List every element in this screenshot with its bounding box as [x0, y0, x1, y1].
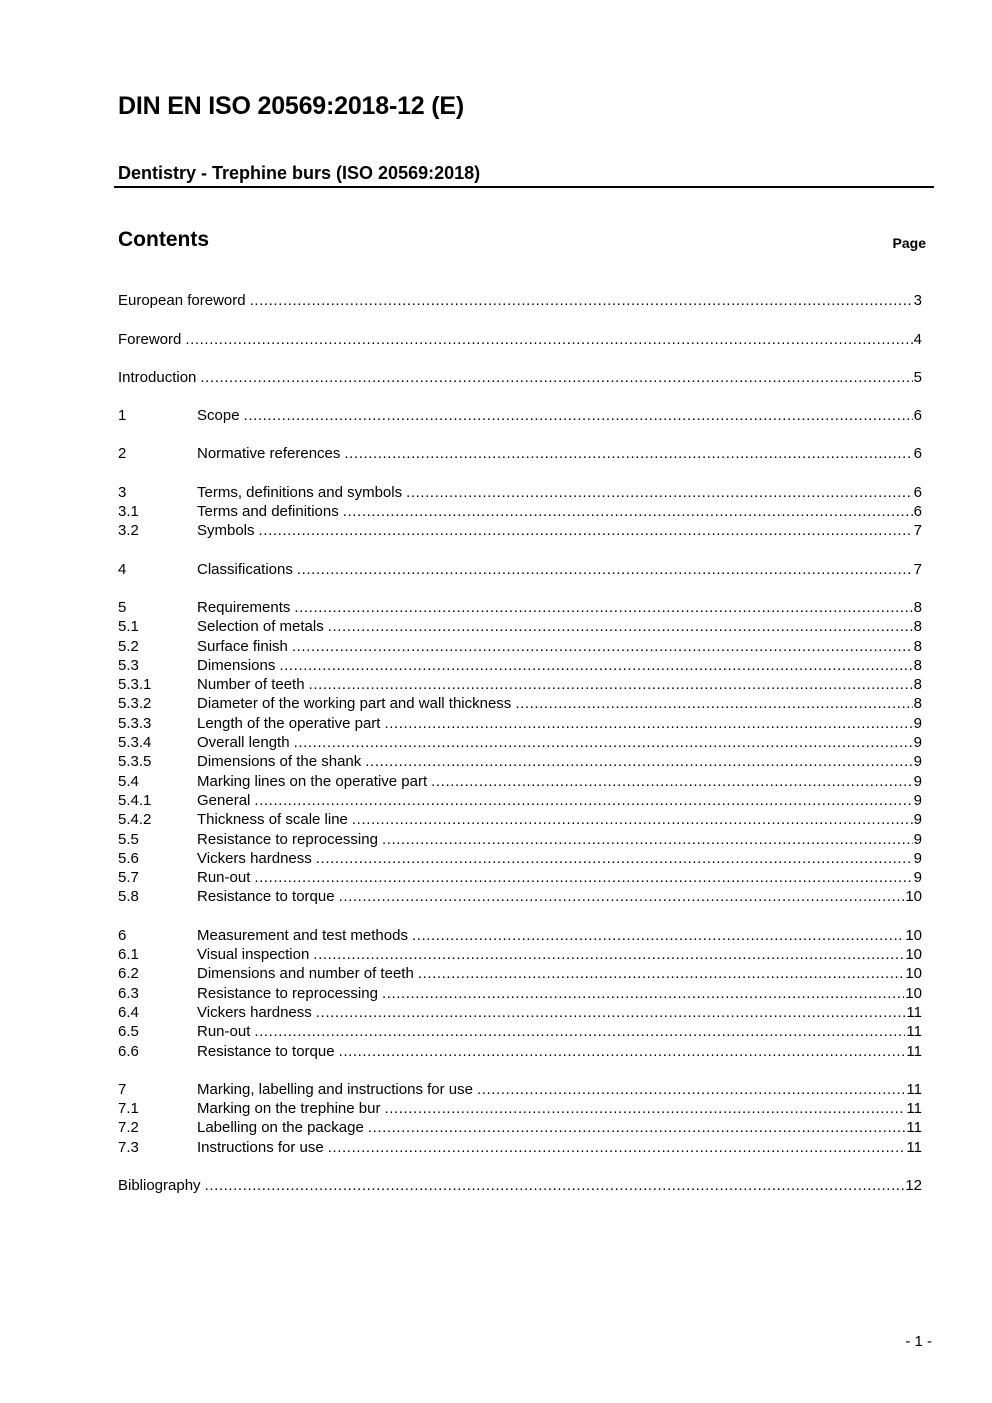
toc-entry[interactable]: [118, 945, 922, 964]
toc-entry-title: Scope: [197, 407, 240, 425]
toc-entry-title: Number of teeth: [197, 676, 305, 694]
toc-dot-leader: [200, 368, 912, 387]
toc-entry[interactable]: [118, 887, 922, 906]
toc-entry[interactable]: [118, 291, 922, 310]
toc-dot-leader: [477, 1080, 905, 1099]
toc-dot-leader: [343, 502, 913, 521]
toc-entry-page: 3: [913, 292, 922, 310]
toc-entry-title: Dimensions and number of teeth: [197, 965, 414, 983]
toc-entry-page: 8: [913, 656, 922, 674]
toc-dot-leader: [292, 637, 913, 656]
toc-entry-title: Vickers hardness: [197, 1003, 312, 1021]
toc-entry-title: Length of the operative part: [197, 714, 381, 732]
toc-dot-leader: [352, 810, 913, 829]
toc-dot-leader: [185, 330, 912, 349]
toc-entry-title: Run-out: [197, 869, 251, 887]
toc-entry-page: 8: [913, 637, 922, 655]
toc-dot-leader: [328, 617, 913, 636]
toc-entry[interactable]: [118, 329, 922, 348]
toc-entry[interactable]: [118, 849, 922, 868]
toc-entry[interactable]: [118, 791, 922, 810]
toc-entry-title: Marking, labelling and instructions for use: [197, 1080, 473, 1098]
toc-entry[interactable]: [118, 675, 922, 694]
toc-entry-page: 9: [913, 811, 922, 829]
toc-entry[interactable]: [118, 1080, 922, 1099]
toc-dot-leader: [344, 444, 912, 463]
toc-entry-page: 10: [905, 946, 922, 964]
toc-entry[interactable]: [118, 810, 922, 829]
toc-entry-number: 5.1: [118, 618, 139, 636]
toc-entry-title: Introduction: [118, 368, 197, 386]
toc-entry-title: Resistance to reprocessing: [197, 830, 378, 848]
toc-entry-number: 7.2: [118, 1119, 139, 1137]
toc-dot-leader: [412, 926, 904, 945]
toc-entry[interactable]: [118, 444, 922, 463]
toc-dot-leader: [254, 1022, 905, 1041]
toc-entry-number: 5.3.4: [118, 734, 152, 752]
toc-entry[interactable]: [118, 694, 922, 713]
toc-entry-title: Vickers hardness: [197, 849, 312, 867]
toc-dot-leader: [339, 887, 905, 906]
toc-entry-title: Classifications: [197, 560, 293, 578]
toc-entry[interactable]: [118, 482, 922, 501]
toc-dot-leader: [250, 291, 913, 310]
toc-entry[interactable]: [118, 983, 922, 1002]
toc-entry-page: 10: [905, 888, 922, 906]
toc-entry-title: Visual inspection: [197, 946, 310, 964]
toc-entry-page: 11: [906, 1119, 922, 1137]
toc-dot-leader: [316, 1003, 906, 1022]
toc-entry-title: Resistance to torque: [197, 888, 335, 906]
toc-entry-title: Thickness of scale line: [197, 811, 348, 829]
toc-dot-leader: [244, 406, 913, 425]
toc-entry[interactable]: [118, 636, 922, 655]
toc-entry-title: Instructions for use: [197, 1138, 324, 1156]
toc-entry[interactable]: [118, 1041, 922, 1060]
contents-heading: Contents: [118, 228, 209, 251]
toc-dot-leader: [294, 733, 913, 752]
toc-entry-title: European foreword: [118, 292, 246, 310]
toc-entry-page: 11: [906, 1138, 922, 1156]
toc-entry[interactable]: [118, 925, 922, 944]
toc-entry-title: Normative references: [197, 445, 341, 463]
toc-entry[interactable]: [118, 1003, 922, 1022]
toc-dot-leader: [406, 483, 913, 502]
toc-entry-page: 10: [905, 926, 922, 944]
toc-entry[interactable]: [118, 752, 922, 771]
toc-entry-number: 5.3.2: [118, 695, 152, 713]
toc-dot-leader: [365, 752, 912, 771]
document-title: Dentistry - Trephine burs (ISO 20569:2018): [118, 163, 481, 183]
toc-entry-title: Symbols: [197, 522, 255, 540]
toc-entry-title: Labelling on the package: [197, 1119, 364, 1137]
toc-entry-number: 6.4: [118, 1003, 139, 1021]
table-of-contents: [118, 291, 922, 1195]
toc-entry-number: 5.6: [118, 849, 139, 867]
toc-entry-number: 2: [118, 445, 127, 463]
toc-dot-leader: [382, 830, 913, 849]
toc-entry-number: 7: [118, 1080, 127, 1098]
toc-entry-page: 5: [913, 368, 922, 386]
toc-entry-page: 6: [913, 483, 922, 501]
toc-dot-leader: [431, 772, 913, 791]
toc-entry-number: 6.5: [118, 1023, 139, 1041]
toc-entry-number: 7.3: [118, 1138, 139, 1156]
toc-entry[interactable]: [118, 598, 922, 617]
toc-entry-number: 5.5: [118, 830, 139, 848]
toc-entry[interactable]: [118, 733, 922, 752]
toc-entry-number: 5.3.1: [118, 676, 152, 694]
toc-entry-page: 9: [913, 849, 922, 867]
toc-dot-leader: [418, 964, 905, 983]
toc-entry-page: 9: [913, 830, 922, 848]
toc-entry[interactable]: [118, 1118, 922, 1137]
toc-entry-page: 9: [913, 734, 922, 752]
toc-entry-title: Selection of metals: [197, 618, 324, 636]
toc-entry-number: 7.1: [118, 1100, 139, 1118]
toc-entry-title: Run-out: [197, 1023, 251, 1041]
toc-entry[interactable]: [118, 1176, 922, 1195]
toc-entry[interactable]: [118, 1099, 922, 1118]
toc-dot-leader: [316, 849, 913, 868]
toc-entry-page: 4: [913, 330, 922, 348]
toc-entry-number: 3.2: [118, 522, 139, 540]
toc-dot-leader: [382, 984, 904, 1003]
toc-dot-leader: [309, 675, 913, 694]
toc-entry-number: 3: [118, 483, 127, 501]
toc-entry[interactable]: [118, 868, 922, 887]
toc-dot-leader: [279, 656, 912, 675]
toc-entry-number: 5.3.5: [118, 753, 152, 771]
toc-entry-title: Measurement and test methods: [197, 926, 408, 944]
toc-entry-number: 5.4.1: [118, 791, 152, 809]
toc-entry-page: 7: [913, 522, 922, 540]
toc-entry[interactable]: [118, 502, 922, 521]
toc-entry-title: General: [197, 791, 251, 809]
toc-dot-leader: [294, 598, 912, 617]
toc-dot-leader: [313, 945, 904, 964]
toc-entry[interactable]: [118, 521, 922, 540]
toc-dot-leader: [368, 1118, 906, 1137]
page-column-heading: Page: [892, 235, 926, 251]
toc-dot-leader: [339, 1042, 906, 1061]
toc-entry[interactable]: [118, 559, 922, 578]
toc-entry-number: 3.1: [118, 503, 139, 521]
page-number: - 1 -: [905, 1333, 932, 1350]
toc-entry[interactable]: [118, 1022, 922, 1041]
toc-entry-title: Diameter of the working part and wall thickness: [197, 695, 512, 713]
toc-entry[interactable]: [118, 713, 922, 732]
toc-entry[interactable]: [118, 771, 922, 790]
toc-entry-page: 10: [905, 965, 922, 983]
toc-entry-page: 8: [913, 676, 922, 694]
toc-entry-number: 6.3: [118, 984, 139, 1002]
toc-entry-title: Overall length: [197, 734, 290, 752]
toc-entry-title: Terms and definitions: [197, 503, 339, 521]
toc-entry-page: 6: [913, 503, 922, 521]
toc-entry-page: 9: [913, 791, 922, 809]
toc-entry-page: 9: [913, 753, 922, 771]
toc-entry-number: 4: [118, 560, 127, 578]
toc-entry-title: Resistance to reprocessing: [197, 984, 378, 1002]
toc-entry[interactable]: [118, 964, 922, 983]
toc-entry-number: 5: [118, 598, 127, 616]
toc-entry-title: Marking on the trephine bur: [197, 1100, 381, 1118]
toc-entry-number: 6.1: [118, 946, 139, 964]
toc-dot-leader: [515, 694, 912, 713]
toc-entry[interactable]: [118, 617, 922, 636]
toc-entry-title: Requirements: [197, 598, 291, 616]
toc-entry[interactable]: [118, 656, 922, 675]
toc-dot-leader: [254, 868, 912, 887]
toc-entry-number: 6: [118, 926, 127, 944]
toc-entry-number: 5.4.2: [118, 811, 152, 829]
toc-entry-page: 11: [906, 1003, 922, 1021]
toc-entry-page: 10: [905, 984, 922, 1002]
toc-dot-leader: [384, 714, 912, 733]
toc-entry-page: 12: [905, 1176, 922, 1194]
toc-entry-number: 5.3.3: [118, 714, 152, 732]
toc-entry-page: 7: [913, 560, 922, 578]
toc-entry-title: Dimensions of the shank: [197, 753, 362, 771]
toc-entry-page: 6: [913, 445, 922, 463]
toc-dot-leader: [328, 1138, 906, 1157]
toc-entry-page: 8: [913, 598, 922, 616]
toc-entry-title: Marking lines on the operative part: [197, 772, 428, 790]
toc-entry-page: 11: [906, 1042, 922, 1060]
toc-entry-number: 5.7: [118, 869, 139, 887]
toc-dot-leader: [384, 1099, 905, 1118]
toc-entry-page: 11: [906, 1080, 922, 1098]
toc-entry-page: 6: [913, 407, 922, 425]
toc-entry-title: Dimensions: [197, 656, 276, 674]
toc-entry-title: Bibliography: [118, 1176, 201, 1194]
toc-entry-number: 6.6: [118, 1042, 139, 1060]
title-rule: [114, 186, 934, 188]
toc-entry-number: 5.2: [118, 637, 139, 655]
toc-entry-title: Foreword: [118, 330, 182, 348]
toc-entry-page: 9: [913, 714, 922, 732]
toc-dot-leader: [259, 521, 913, 540]
toc-entry-title: Surface finish: [197, 637, 288, 655]
toc-entry-page: 11: [906, 1023, 922, 1041]
toc-entry-page: 9: [913, 869, 922, 887]
toc-entry-page: 8: [913, 695, 922, 713]
toc-entry-page: 9: [913, 772, 922, 790]
document-id: DIN EN ISO 20569:2018-12 (E): [118, 92, 464, 120]
toc-entry-number: 5.3: [118, 656, 139, 674]
toc-entry-page: 8: [913, 618, 922, 636]
toc-entry[interactable]: [118, 406, 922, 425]
toc-entry[interactable]: [118, 829, 922, 848]
toc-entry-number: 6.2: [118, 965, 139, 983]
toc-entry-number: 5.8: [118, 888, 139, 906]
toc-entry-page: 11: [906, 1100, 922, 1118]
toc-entry-number: 5.4: [118, 772, 139, 790]
toc-dot-leader: [254, 791, 912, 810]
toc-entry[interactable]: [118, 368, 922, 387]
toc-dot-leader: [205, 1176, 905, 1195]
toc-entry[interactable]: [118, 1137, 922, 1156]
toc-entry-title: Terms, definitions and symbols: [197, 483, 403, 501]
toc-dot-leader: [297, 560, 913, 579]
toc-entry-title: Resistance to torque: [197, 1042, 335, 1060]
toc-entry-number: 1: [118, 407, 127, 425]
